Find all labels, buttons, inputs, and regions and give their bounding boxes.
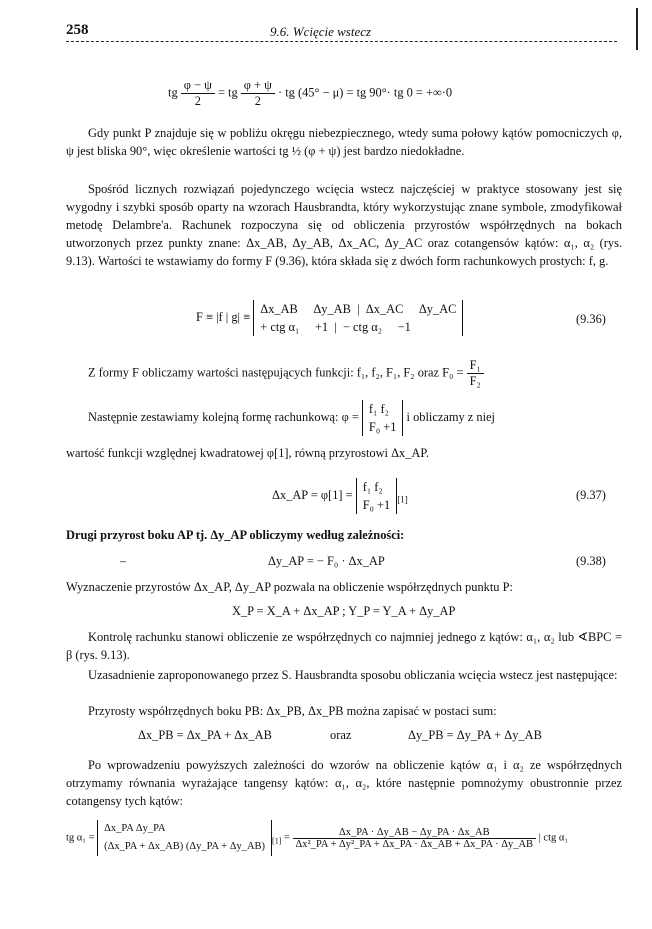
equation-number-9-36: (9.36) [576,312,606,326]
determinant-row-2: + ctg α₁ +1 | − ctg α₂ −1 [260,320,411,334]
determinant-subscript: [1] [272,836,282,846]
sum-y: Δy_PB = Δy_PA + Δy_AB [408,728,542,742]
determinant-form-f [253,300,463,336]
f0-fraction [467,358,484,389]
fraction-denominator: Δx²_PA + Δy²_PA + Δx_PA · Δx_AB + Δx_PA · Δy_AB [295,838,534,850]
fraction-denominator: 2 [194,94,201,108]
tangent-fraction [293,827,537,850]
paragraph-4-line-2: wartość funkcji względnej kwadratowej φ[1], równą przyrostowi Δx_AP. [66,446,429,460]
paragraph-2: Spośród licznych rozwiązań pojedynczego wcięcia wstecz najczęściej w praktyce stosowany jest się wygodny i szybki sposób oparty na wzorach Hausbrandta, który wykorzystując znane symbole, zmodyfikował metodę Delambre'a. Rachunek rozpoczyna się od obliczenia przyrostów współrzędnych na bokach utworzonych przez punkty znane: Δx_AB, Δy_AB, Δx_AC, Δy_AC oraz cotangensów kątów: α₁, α₂ (rys. 9.13). Wartości te wstawiamy do formy F (9.36), która składa się z dwóch form rachunkowych prostych: f, g. [66,182,622,268]
determinant-row-1: f₁ f₂ [368,402,389,416]
cell: Δy_AC [418,302,457,316]
cell: Δx_AC [365,302,404,316]
formula-equals-tg: = tg [217,85,238,100]
equation-lhs: Δx_AP = φ[1] = [272,487,353,502]
paragraph-9: Przyrosty współrzędnych boku PB: Δx_PB, Δx_PB można zapisać w postaci sum: [88,704,497,718]
determinant [97,820,272,856]
cell: Δy_AB [313,302,351,316]
cell: − ctg α₂ [342,320,383,334]
fraction-denominator: F₂ [469,374,481,388]
determinant-row-1: Δx_PA Δy_PA [104,823,166,834]
paragraph-3 [88,358,484,389]
equation-rhs: | ctg α₁ [538,832,569,844]
determinant [356,478,398,514]
margin-bar [636,8,638,50]
fraction-numerator: φ − ψ [181,78,215,94]
cell: + ctg α₁ [260,320,300,334]
bottom-equation [66,820,568,856]
paragraph-4-text-b: i obliczamy z niej [406,409,495,424]
equation-9-38-dash: – [120,554,127,568]
fraction-numerator: F₁ [467,358,484,374]
sum-oraz: oraz [330,728,352,742]
fraction-numerator: Δx_PA · Δy_AB − Δy_PA · Δx_AB [293,827,537,839]
determinant-row-1: Δx_AB Δy_AB | Δx_AC Δy_AC [260,302,457,316]
determinant-row-2: F₀ +1 [362,498,391,512]
formula-fraction-2 [241,78,275,109]
determinant-subscript: [1] [397,494,408,505]
equation-number-9-37: (9.37) [576,488,606,502]
determinant-row-1: f₁ f₂ [362,480,383,494]
paragraph-4-text-a: Następnie zestawiamy kolejną formę rachunkową: φ = [88,409,359,424]
coordinates-formula: X_P = X_A + Δx_AP ; Y_P = Y_A + Δy_AP [232,604,456,618]
sum-x: Δx_PB = Δx_PA + Δx_AB [138,728,272,742]
phi-determinant [362,400,404,436]
formula-fraction-1 [181,78,215,109]
equation-lhs: F ≡ |f | g| ≡ [196,309,251,324]
header-rule [66,41,617,42]
cell: +1 [314,320,329,334]
paragraph-8: Uzasadnienie zaproponowanego przez S. Hausbrandta sposobu obliczania wcięcia wstecz jest następujące: [88,668,618,682]
fraction-numerator: φ + ψ [241,78,275,94]
formula-rest: · tg (45° − μ) = tg 90°· tg 0 = +∞·0 [278,85,453,100]
section-title: 9.6. Wcięcie wstecz [270,24,372,39]
paragraph-4-line-1 [88,400,495,436]
formula-tangent-half-sum [168,78,452,109]
formula-tg: tg [168,85,178,100]
paragraph-3-text: Z formy F obliczamy wartości następujących funkcji: f₁, f₂, F₁, F₂ oraz F₀ = [88,365,464,380]
paragraph-7: Kontrolę rachunku stanowi obliczenie ze współrzędnych co najmniej jednego z kątów: α₁, α₂ lub ∢BPC = β (rys. 9.13). [66,630,622,662]
equation-lhs: tg α₁ = [66,832,95,844]
cell: −1 [397,320,411,334]
equation-number-9-38: (9.38) [576,554,606,568]
equation-9-37 [272,478,408,514]
determinant-row-2: (Δx_PA + Δx_AB) (Δy_PA + Δy_AB) [104,841,266,852]
paragraph-1: Gdy punkt P znajduje się w pobliżu okręgu niebezpiecznego, wtedy suma połowy kątów pomocniczych φ, ψ jest bliska 90°, więc określenie wartości tg ½ (φ + ψ) jest bardzo niedokładne. [66,126,622,158]
page-number: 258 [66,22,89,38]
paragraph-6: Wyznaczenie przyrostów Δx_AP, Δy_AP pozwala na obliczenie współrzędnych punktu P: [66,580,513,594]
equation-9-36 [196,300,463,336]
paragraph-10: Po wprowadzeniu powyższych zależności do wzorów na obliczenie kątów α₁ i α₂ ze współrzędnych otrzymamy równania wyrażające tangensy kątów: α₁, α₂, które następnie pomnożymy obustronnie przez cotangensy tych kątów: [66,758,622,808]
equals-sign: = [284,832,290,844]
equation-9-38: Δy_AP = − F₀ · Δx_AP [268,554,385,568]
fraction-denominator: 2 [254,94,261,108]
paragraph-5: Drugi przyrost boku AP tj. Δy_AP obliczymy według zależności: [66,528,405,542]
cell: Δx_AB [260,302,298,316]
determinant-row-2: F₀ +1 [368,420,397,434]
